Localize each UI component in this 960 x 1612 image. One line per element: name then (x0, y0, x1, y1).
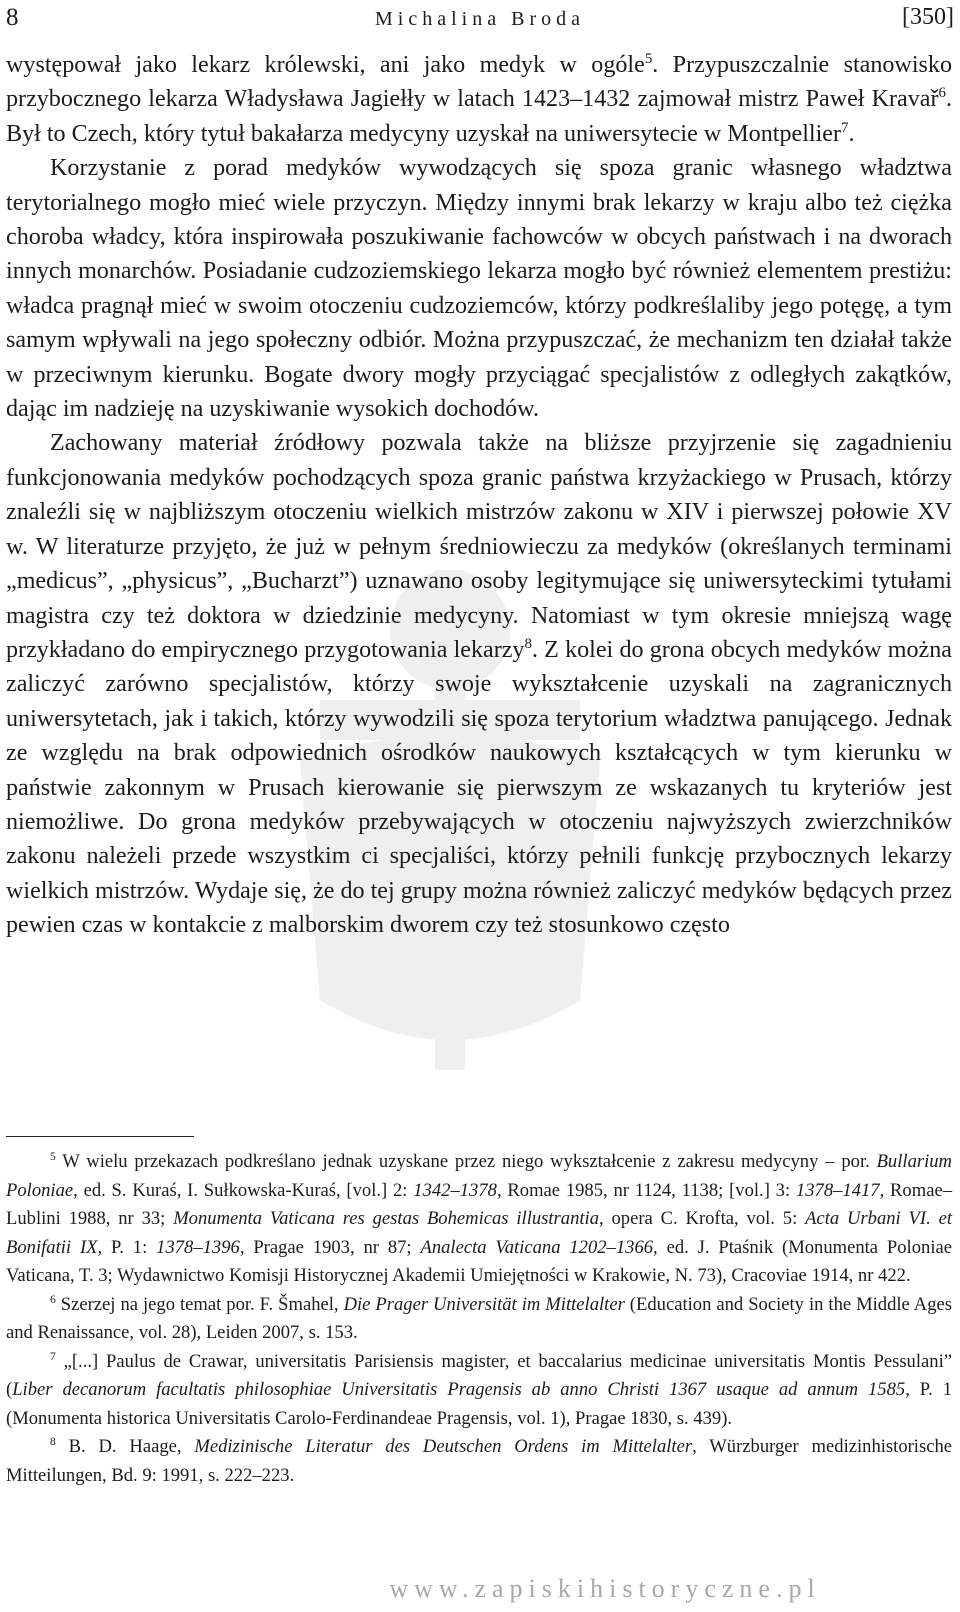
paragraph-2: Korzystanie z porad medyków wywodzących się spoza granic własnego władztwa terytorialnego mogło mieć wiele przyczyn. Między innymi brak lekarzy w kraju albo też ciężka choroba władcy, która inspirowała poszukiwanie fachowców w obcych państwach i na dworach innych monarchów. Posiadanie cudzoziemskiego lekarza mogło być również elementem prestiżu: władca pragnął mieć w swoim otoczeniu cudzoziemców, którzy podkreślaliby jego potęgę, a tym samym wpływali na jego społeczny odbiór. Można przypuszczać, że mechanizm ten działał także w przeciwnym kierunku. Bogate dwory mogły przyciągać specjalistów z odległych zakątków, dając im nadzieję na uzyskiwanie wysokich dochodów. (6, 155, 952, 423)
footnote-8: $^8$ B. D. Haage, Medizinische Literatur des Deutschen Ordens im Mittelalter, Würzburger medizinhistorische Mitteilungen, Bd. 9: 1991, s. 222–223. (6, 1435, 953, 1486)
page-bracket-number: [350] (902, 4, 954, 30)
page-number: 8 (6, 4, 19, 31)
paragraph-1: występował jako lekarz królewski, ani jako medyk w ogóle$^5$. Przypuszczalnie stanowisko przybocznego lekarza Władysława Jagiełły w latach 1423–1432 zajmował mistrz Paweł Kravař$^6$. Był to Czech, który tytuł bakałarza medycyny uzyskał na uniwersytecie w Montpellier$^7$. (6, 50, 952, 147)
footnote-7: $^7$ „[...] Paulus de Crawar, universitatis Parisiensis magister, et baccalarius medicinae universitatis Montis Pessulani” (Liber decanorum facultatis philosophiae Universitatis Pragensis ab anno Christi 1367 usaque ad annum 1585, P. 1 (Monumenta historica Universitatis Carolo-Ferdinandeae Pragensis, vol. 1), Pragae 1830, s. 439). (6, 1350, 952, 1429)
page-footer (0, 1574, 960, 1604)
main-text (6, 48, 952, 943)
paragraph-3: Zachowany materiał źródłowy pozwala także na bliższe przyjrzenie się zagadnieniu funkcjonowania medyków pochodzących spoza granic państwa krzyżackiego w Prusach, którzy znaleźli się w najbliższym otoczeniu wielkich mistrzów zakonu w XIV i pierwszej połowie XV w. W literaturze przyjęto, że już w pełnym średniowieczu za medyków (określanych terminami „medicus”, „physicus”, „Bucharzt”) uznawano osoby legitymujące się uniwersyteckimi tytułami magistra czy też doktora w dziedzinie medycyny. Natomiast w tym okresie mniejszą wagę przykładano do empirycznego przygotowania lekarzy$^8$. Z kolei do grona obcych medyków można zaliczyć zarówno specjalistów, którzy swoje wykształcenie uzyskali na zagranicznych uniwersytetach, jak i takich, którzy wywodzili się spoza terytorium władztwa panującego. Jednak ze względu na brak odpowiednich ośrodków naukowych kształcących w tym kierunku w państwie zakonnym w Prusach kierowanie się pierwszym ze wskazanych tu kryteriów jest niemożliwe. Do grona medyków przebywających w otoczeniu najwyższych zwierzchników zakonu należeli przede wszystkim ci specjaliści, którzy pełnili funkcję przybocznych lekarzy wielkich mistrzów. Wydaje się, że do tej grupy można również zaliczyć medyków będących przez pewien czas w kontakcie z malborskim dworem czy też stosunkowo często (6, 430, 952, 939)
page-header (6, 4, 954, 38)
footnote-6: $^6$ Szerzej na jego temat por. F. Šmahel, Die Prager Universität im Mittelalter (Education and Society in the Middle Ages and Renaissance, vol. 28), Leiden 2007, s. 153. (6, 1293, 952, 1343)
footnote-5: $^5$ W wielu przekazach podkreślano jednak uzyskane przez niego wykształcenie z zakresu medycyny – por. Bullarium Poloniae, ed. S. Kuraś, I. Sułkowska-Kuraś, [vol.] 2: 1342–1378, Romae 1985, nr 1124, 1138; [vol.] 3: 1378–1417, Romae–Lublini 1988, nr 33; Monumenta Vaticana res gestas Bohemicas illustrantia, opera C. Krofta, vol. 5: Acta Urbani VI. et Bonifatii IX, P. 1: 1378–1396, Pragae 1903, nr 87; Analecta Vaticana 1202–1366, ed. J. Ptaśnik (Monumenta Poloniae Vaticana, T. 3; Wydawnictwo Komisji Historycznej Akademii Umiejętności w Krakowie, N. 73), Cracoviae 1914, nr 422. (6, 1150, 952, 1286)
footer-url[interactable]: www.zapiskihistoryczne.pl (389, 1574, 821, 1603)
footnote-ref-5[interactable]: 5 (644, 50, 653, 67)
running-head: Michalina Broda (375, 8, 585, 30)
footnotes (6, 1148, 952, 1490)
footnote-ref-6[interactable]: 6 (938, 85, 946, 102)
footnote-ref-7[interactable]: 7 (841, 119, 849, 136)
footnote-separator (6, 1136, 194, 1137)
footnote-ref-8[interactable]: 8 (524, 635, 532, 652)
